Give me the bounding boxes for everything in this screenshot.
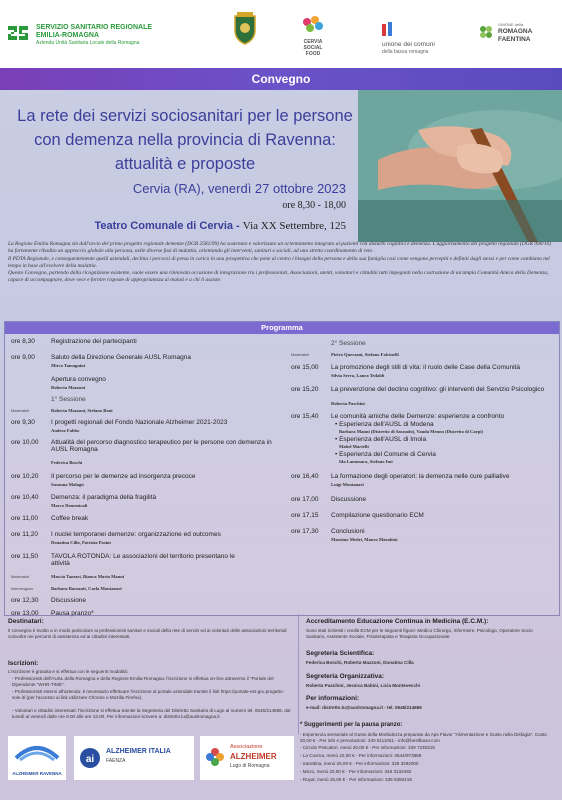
bullet-icon: • xyxy=(335,436,340,443)
alzheimer-italia-icon xyxy=(78,746,102,770)
ssr-mark-icon xyxy=(6,22,30,44)
ssr-line1: SERVIZIO SANITARIO REGIONALE xyxy=(36,24,153,31)
item-text: Registrazione dei partecipanti xyxy=(51,338,137,345)
item-time: ore 9,30 xyxy=(11,419,35,426)
iscrizioni-heading: Iscrizioni: xyxy=(8,660,39,667)
rf-line1: UNIONE della xyxy=(498,22,524,27)
bullet-icon: • xyxy=(335,421,340,428)
organizing-secretariat-names: Roberta Paschini, Jessica Babini, Licia Montevecchi xyxy=(306,683,421,688)
item-text: Esperienza del Comune di Cervia xyxy=(339,451,436,458)
logo3-line1: Associazione xyxy=(230,744,263,750)
item-speaker: Massimo Medri, Mauro Marabini xyxy=(331,537,398,542)
organizing-secretariat-heading: Segreteria Organizzativa: xyxy=(306,673,385,680)
item-text: Demenza: il paradigma della fragilità xyxy=(51,494,157,501)
item-time: ore 10,40 xyxy=(11,494,39,501)
item-speaker: Marco Domenicali xyxy=(51,503,88,508)
lunch-suggestion: - Sarettina, menù 25,00 € - Per informazioni: 328 3292000 xyxy=(300,761,419,766)
logo3-line3: Lugo di Romagna xyxy=(230,763,270,769)
event-time: ore 8,30 - 18,00 xyxy=(282,200,346,211)
logo2-text: ALZHEIMER ITALIA xyxy=(106,748,171,755)
alzheimer-ravenna-logo xyxy=(8,736,66,780)
cs-line3: FOOD xyxy=(305,51,321,57)
moderator-label: Moderatori xyxy=(291,353,310,357)
intro-text xyxy=(8,241,554,285)
session-title: 2° Sessione xyxy=(331,340,366,347)
svg-text:ai: ai xyxy=(85,754,95,765)
lunch-suggestions-heading: * Suggerimenti per la pausa pranzo: xyxy=(300,722,403,728)
item-time: ore 8,30 xyxy=(11,338,35,345)
item-time: ore 11,50 xyxy=(11,553,38,560)
item-text: Esperienza dell'AUSL di Modena xyxy=(339,421,434,428)
cs-line2: SOCIAL xyxy=(303,45,323,51)
item-text: I nuclei temporanei demenze: organizzazione ed outcomes xyxy=(51,531,221,538)
item-text: Pausa pranzo* xyxy=(51,610,94,617)
item-speaker: Roberta Mazzoni xyxy=(51,385,86,390)
logo2-city: FAENZA xyxy=(106,758,126,764)
item-text: Coffee break xyxy=(51,515,89,522)
item-speaker: Barbara Barzanti, Carla Montanari xyxy=(51,586,122,591)
scientific-secretariat-names: Federica Boschi, Roberta Mazzoni, Donatina Cilla xyxy=(306,660,414,665)
item-speaker: Federica Boschi xyxy=(51,460,83,465)
item-text: Esperienza dell'AUSL di Imola xyxy=(339,436,427,443)
ecm-text: Sono stati richiesti i crediti ECM per le seguenti figure: Medico Chirurgo, Infermiere, Psicologo, Operatore Socio Sanitario, Assistente Sociale, Fisioterapista e Terapista Occupazionale. xyxy=(306,628,533,639)
item-speaker: Ida Lamonaca, Stefano Imi xyxy=(339,459,393,464)
item-time: ore 13,00 xyxy=(11,610,39,617)
item-time: ore 9,00 xyxy=(11,354,35,361)
iscrizioni-text: L'iscrizione è gratuita e si effettua con le seguenti modalità: xyxy=(8,669,129,674)
program-box xyxy=(4,321,560,616)
item-speaker: Pietro Querzani, Stefano Falcinelli xyxy=(331,352,399,357)
item-text: Attualità del percorso diagnostico terapeutico per le persone con demenza in AUSL Romagna xyxy=(51,439,272,453)
item-text: Il percorso per le demenze ad insorgenza precoce xyxy=(51,473,196,480)
item-time: ore 15,20 xyxy=(291,386,319,393)
item-time: ore 11,20 xyxy=(11,531,38,538)
item-text: I progetti regionali del Fondo Nazionale Alzheimer 2021-2023 xyxy=(51,419,228,426)
session-title: 1° Sessione xyxy=(51,396,86,403)
iscrizioni-item: - Professionisti dell'AUSL della Romagna e della Regione Emilia-Romagna: l'iscrizione si effettua on-line attraverso il "Portale del Dipendente "WHR-TIME". xyxy=(12,676,274,687)
item-speaker: Barbara Manni (Distretto di Sassuolo), Vanda Menon (Distretto di Carpi) xyxy=(339,429,484,434)
item-time: ore 12,30 xyxy=(11,597,39,604)
item-time: ore 16,40 xyxy=(291,473,319,480)
bullet-icon: • xyxy=(335,451,340,458)
logo1-text: ALZHEIMER RAVENNA xyxy=(12,771,62,776)
item-speaker: Silvia Serra, Laura Tedaldi xyxy=(331,373,385,378)
hands-photo-illustration xyxy=(358,90,562,242)
cervia-social-food-logo xyxy=(296,14,330,57)
moderator-label: Moderatori xyxy=(11,575,30,579)
item-speaker: Roberta Mazzoni, Stefano Boni xyxy=(51,408,113,413)
event-title: La rete dei servizi sociosanitari per le persone con demenza nella provincia di Ravenna: attualità e proposte xyxy=(17,107,353,173)
item-text: TAVOLA ROTONDA: Le associazioni del territorio presentano le attività xyxy=(51,553,235,567)
item-time: ore 11,00 xyxy=(11,515,38,522)
item-speaker: Luigi Montanari xyxy=(331,482,364,487)
unione-romagna-faentina-logo xyxy=(478,22,558,44)
moderator-label: Moderatori xyxy=(11,409,30,413)
item-time: ore 10,00 xyxy=(11,439,39,446)
item-speaker: Mascia Tazzari, Bianca Maria Manni xyxy=(51,574,125,579)
alzheimer-ravenna-icon xyxy=(8,736,66,766)
item-time: ore 15,00 xyxy=(291,364,319,371)
flower-icon xyxy=(204,746,226,768)
ecm-heading: Accreditamento Educazione Continua in Medicina (E.C.M.): xyxy=(306,618,489,625)
item-text: Conclusioni xyxy=(331,528,365,535)
item-time: ore 17,00 xyxy=(291,496,319,503)
lunch-suggestion: - Circolo Pescatori, menù 20,00 € - Per informazioni: 339 7230318 xyxy=(300,745,435,750)
item-text: La prevenzione del declino cognitivo: gli interventi del Servizio Psicologico xyxy=(331,386,545,393)
speakers-label: Intervengono xyxy=(11,587,34,591)
rf-icon xyxy=(478,24,494,38)
iscrizioni-item: - Volontari e cittadini interessati: l'iscrizione si effettua tramite la Segreteria del Distretto Sanitario di Lugo al numero tel. 0545/214686, dal lunedì al venerdì dalle ore 9.00 alle ore 13.00. Per informazioni scrivere a: distretto.lu@auslromagna.it xyxy=(12,708,291,719)
event-date: Cervia (RA), venerdì 27 ottobre 2023 xyxy=(132,181,346,196)
item-speaker: Roberta Paschini xyxy=(331,401,365,406)
item-time: ore 10,20 xyxy=(11,473,39,480)
item-text: Apertura convegno xyxy=(51,376,106,383)
venue-name: Teatro Comunale di Cervia - xyxy=(94,220,243,232)
item-text: La promozione degli stili di vita: il ruolo delle Case della Comunità xyxy=(331,364,520,371)
venue-street: Via XX Settembre, 125 xyxy=(242,220,346,232)
info-contact: e-mail: distretto.lu@auslromagna.it - tel. 0545/214686 xyxy=(306,705,422,710)
event-type-banner: Convegno xyxy=(0,68,562,90)
cs-line1: CERVIA xyxy=(303,39,323,45)
item-text: Le comunità amiche delle Demenze: esperienze a confronto xyxy=(331,413,505,420)
info-heading: Per informazioni: xyxy=(306,695,360,702)
hands-cane-photo xyxy=(358,90,562,242)
lunch-suggestion: - La Cuvrna, menù 22,00 € - Per informazioni: 0544/973889 xyxy=(300,753,422,758)
item-speaker: Mirco Tamagnini xyxy=(51,363,85,368)
intro-paragraph: Questo Convegno, partendo dalla ricognizione esistente, vuole essere una rinnovata occasione di integrazione tra i professionisti, Associazioni, utenti, volontari e cittadini tutti impegnati nella costruzione di un'ampia Comunità Amica della Demenza, capace di accompagnare, dove vece e fornire risposte di appropriatezza ai malati e a chi li assiste. xyxy=(8,270,549,284)
item-text: Discussione xyxy=(331,496,367,503)
ub-line1: unione dei comuni xyxy=(382,41,435,48)
destinatari-heading: Destinatari: xyxy=(8,618,44,625)
header xyxy=(0,0,562,68)
item-speaker: Mabel Martelli xyxy=(339,444,369,449)
item-speaker: Donatina Cilla, Patrizia Pasini xyxy=(51,540,111,545)
ssr-line3: Azienda Unità Sanitaria Locale della Romagna xyxy=(36,40,140,46)
iscrizioni-item: - Professionisti esterni all'azienda: è necessario effettuare l'iscrizione al portale aziendale tramite il link https://portale-est-gru.progetto-sole.it/ (per l'accesso ai link utilizzare Chrome o Mozilla Firefox). xyxy=(12,689,285,700)
logo3-line2: ALZHEIMER xyxy=(230,752,277,761)
associazione-alzheimer-lugo-logo xyxy=(200,736,294,780)
destinatari-text: Il convegno è rivolto a in modo particolare ai professionisti sanitari e sociali della rete di servizi ed ai volontari delle associazioni territoriali coinvolte nei percorsi di assistenza ed ai cittadini interessati. xyxy=(8,628,287,639)
lunch-suggestion: - Royal, menù 25,00 € - Per informazioni: 335 6382419 xyxy=(300,777,412,782)
item-text: Saluto della Direzione Generale AUSL Romagna xyxy=(51,354,191,361)
unione-bassa-romagna-logo xyxy=(382,22,478,55)
cervia-crest-icon xyxy=(232,12,258,46)
event-venue xyxy=(60,220,346,232)
lunch-suggestion: - Micro, menù 20,00 € - Per informazioni: 348 3132492 xyxy=(300,769,412,774)
item-time: ore 15,40 xyxy=(291,413,319,420)
program-heading: Programma xyxy=(5,322,559,334)
item-text: Compilazione questionario ECM xyxy=(331,512,424,519)
rf-line3: FAENTINA xyxy=(498,36,531,43)
item-text: Discussione xyxy=(51,597,87,604)
unione-icon xyxy=(382,22,400,36)
scientific-secretariat-heading: Segreteria Scientifica: xyxy=(306,650,375,657)
column-divider xyxy=(298,614,299,734)
item-speaker: Susanna Malagù xyxy=(51,482,84,487)
item-time: ore 17,30 xyxy=(291,528,319,535)
item-time: ore 17,15 xyxy=(291,512,319,519)
ub-line2: della bassa romagna xyxy=(382,49,429,55)
intro-paragraph: Il PDTA Regionale, e conseguentemente quelli aziendali, declina i percorsi di presa in carico in una prospettiva che pone al centro i bisogni della persona e della sua famiglia così come vengono percepiti e definiti dagli stessi e per come cambiano nel tempo in base all'evolvere della malattia. xyxy=(8,255,550,269)
rf-line2: ROMAGNA xyxy=(498,28,533,35)
ssr-line2: EMILIA-ROMAGNA xyxy=(36,32,99,39)
item-speaker: Andrea Fabbo xyxy=(51,428,80,433)
lunch-suggestion: - Esperienza sensoriale al Gusto della Morbidezza preparato da Aps Flavor "Alimentazione e Gusto nella Disfagia". Costo 20,00 € - Per info e prenotazioni: 340 6111051 - info@bestflavor.com xyxy=(300,732,547,743)
intro-paragraph: La Regione Emilia Romagna sin dall'avvio del primo progetto regionale demenze (DGR 2581/99) ha sostenuto e valorizzato un orientamento integrato ai pazienti con disturbi cognitivi e demenza. L'aggiornamento del progetto regionale (DGR 990/16) ha fortemente ribadito un approccio globale alla persona, nelle diverse fasi di malattia, orientando gli interventi, sanitari e sociali, ad uno stretto coordinamento di rete. xyxy=(8,241,552,255)
item-text: La formazione degli operatori: la demenza nelle cure palliative xyxy=(331,473,510,480)
alzheimer-italia-logo xyxy=(74,736,194,780)
social-food-icon xyxy=(299,14,327,34)
